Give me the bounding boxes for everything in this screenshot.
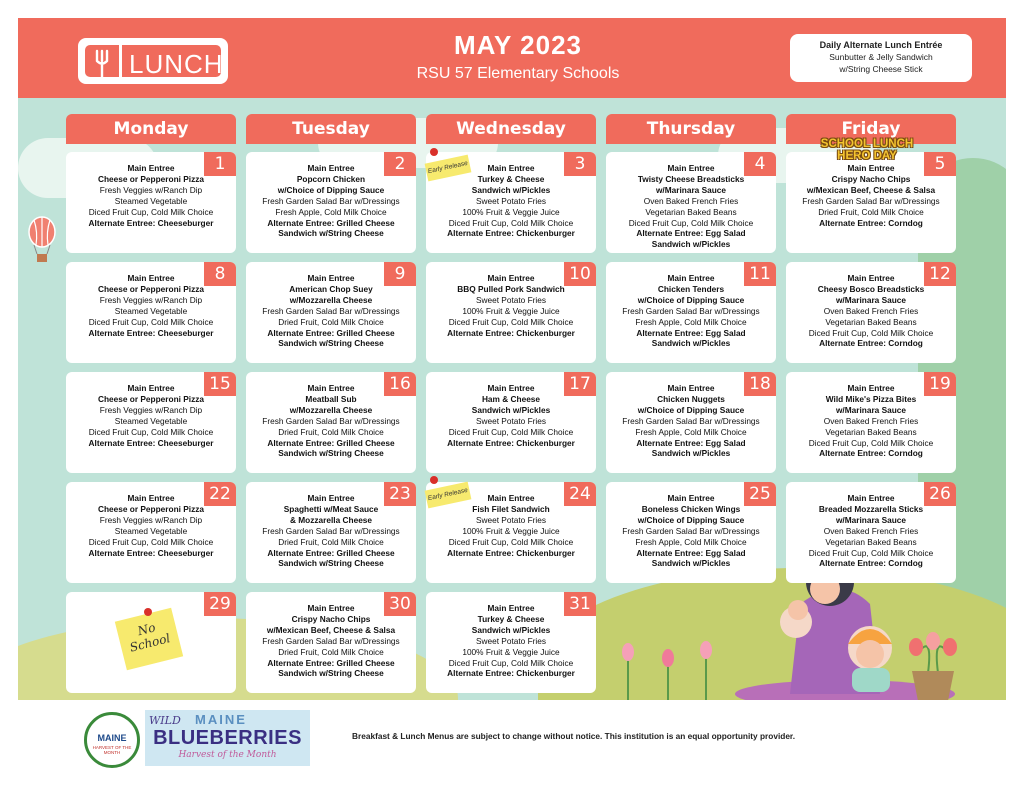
menu-line: Diced Fruit Cup, Cold Milk Choice (448, 316, 574, 327)
menu-line: Sweet Potato Fries (475, 195, 547, 206)
menu-line: Fresh Apple, Cold Milk Choice (635, 316, 747, 327)
day-number: 5 (924, 152, 956, 176)
alternate-entree-box (790, 34, 972, 82)
maine-harvest-seal (84, 712, 140, 768)
menu-line: w/Mozzarella Cheese (289, 404, 373, 415)
menu-line: Main Entree (847, 163, 895, 173)
menu-line: Fresh Garden Salad Bar w/Dressings (262, 525, 400, 536)
menu-line: Main Entree (127, 273, 175, 283)
menu-line: Main Entree (127, 493, 175, 503)
day-cell (246, 152, 416, 253)
menu-text (788, 493, 954, 569)
menu-line: Fresh Garden Salad Bar w/Dressings (262, 195, 400, 206)
menu-line: Alternate Entree: Egg Salad (636, 228, 746, 239)
hero-day-banner: SCHOOL LUNCH HERO DAY (820, 138, 914, 162)
menu-line: Alternate Entree: Grilled Cheese (267, 437, 395, 448)
berries-subtitle: Harvest of the Month (178, 750, 277, 760)
day-header-tuesday: Tuesday (246, 114, 416, 144)
day-number: 19 (924, 372, 956, 396)
menu-line: Turkey & Cheese (477, 613, 545, 624)
menu-line: Fresh Apple, Cold Milk Choice (635, 536, 747, 547)
menu-line: Vegetarian Baked Beans (825, 316, 917, 327)
page-title: MAY 2023 (454, 30, 582, 60)
menu-line: Diced Fruit Cup, Cold Milk Choice (88, 316, 214, 327)
day-cell (786, 482, 956, 583)
menu-line: Sandwich w/String Cheese (278, 338, 384, 349)
menu-line: Sweet Potato Fries (475, 635, 547, 646)
menu-line: Main Entree (487, 163, 535, 173)
menu-line: Fresh Apple, Cold Milk Choice (275, 206, 387, 217)
day-number: 8 (204, 262, 236, 286)
day-number: 24 (564, 482, 596, 506)
header-banner (18, 18, 1006, 98)
menu-line: Alternate Entree: Chickenburger (447, 668, 575, 679)
menu-text (248, 493, 414, 569)
menu-line: Cheese or Pepperoni Pizza (97, 393, 205, 404)
menu-line: Fresh Garden Salad Bar w/Dressings (262, 305, 400, 316)
menu-line: Alternate Entree: Cheeseburger (88, 437, 214, 448)
menu-line: Breaded Mozzarella Sticks (818, 503, 924, 514)
menu-text (248, 383, 414, 459)
menu-line: Alternate Entree: Grilled Cheese (267, 657, 395, 668)
menu-line: Dried Fruit, Cold Milk Choice (278, 426, 384, 437)
lunch-logo (78, 38, 228, 84)
alternate-line-1: Sunbutter & Jelly Sandwich (829, 52, 933, 62)
menu-line: Alternate Entree: Cheeseburger (88, 547, 214, 558)
menu-line: w/Choice of Dipping Sauce (277, 184, 385, 195)
day-cell (606, 152, 776, 253)
day-number: 10 (564, 262, 596, 286)
menu-line: 100% Fruit & Veggie Juice (462, 206, 560, 217)
menu-line: Diced Fruit Cup, Cold Milk Choice (808, 547, 934, 558)
menu-line: Main Entree (127, 383, 175, 393)
menu-line: Main Entree (667, 273, 715, 283)
page-subtitle: RSU 57 Elementary Schools (416, 65, 620, 82)
menu-line: Diced Fruit Cup, Cold Milk Choice (808, 437, 934, 448)
menu-line: Diced Fruit Cup, Cold Milk Choice (88, 426, 214, 437)
menu-line: Alternate Entree: Chickenburger (447, 547, 575, 558)
menu-line: Fresh Veggies w/Ranch Dip (99, 294, 203, 305)
menu-line: w/Choice of Dipping Sauce (637, 514, 745, 525)
menu-line: Sandwich w/Pickles (651, 448, 731, 459)
day-cell (786, 262, 956, 363)
menu-text (788, 273, 954, 349)
menu-line: w/Mexican Beef, Cheese & Salsa (266, 624, 396, 635)
early-release-note: Early Release (425, 482, 472, 509)
menu-line: Fresh Veggies w/Ranch Dip (99, 184, 203, 195)
menu-line: Steamed Vegetable (114, 195, 188, 206)
menu-line: Alternate Entree: Grilled Cheese (267, 547, 395, 558)
menu-line: Alternate Entree: Chickenburger (447, 228, 575, 239)
day-cell (246, 482, 416, 583)
menu-line: Vegetarian Baked Beans (825, 426, 917, 437)
menu-line: Cheesy Bosco Breadsticks (817, 283, 925, 294)
menu-text (608, 273, 774, 349)
menu-line: Dried Fruit, Cold Milk Choice (818, 206, 924, 217)
menu-line: Oven Baked French Fries (823, 415, 919, 426)
menu-line: Sweet Potato Fries (475, 514, 547, 525)
day-number: 9 (384, 262, 416, 286)
menu-line: Alternate Entree: Grilled Cheese (267, 217, 395, 228)
menu-text (608, 383, 774, 459)
day-number: 3 (564, 152, 596, 176)
berries-maine: MAINE (195, 712, 247, 727)
day-cell (66, 262, 236, 363)
day-cell (426, 262, 596, 363)
menu-line: Alternate Entree: Egg Salad (636, 437, 746, 448)
menu-line: Steamed Vegetable (114, 525, 188, 536)
menu-line: w/Marinara Sauce (835, 294, 907, 305)
menu-line: Diced Fruit Cup, Cold Milk Choice (808, 327, 934, 338)
menu-line: 100% Fruit & Veggie Juice (462, 305, 560, 316)
day-cell (246, 372, 416, 473)
pin-icon (430, 148, 438, 156)
pin-icon (430, 476, 438, 484)
tulips-icon (608, 626, 728, 700)
alternate-title: Daily Alternate Lunch Entrée (819, 40, 943, 50)
menu-line: Vegetarian Baked Beans (645, 206, 737, 217)
menu-line: Alternate Entree: Grilled Cheese (267, 327, 395, 338)
menu-line: Fish Filet Sandwich (472, 503, 550, 514)
menu-text (608, 163, 774, 250)
menu-line: Dried Fruit, Cold Milk Choice (278, 536, 384, 547)
menu-line: Ham & Cheese (481, 393, 541, 404)
menu-text (248, 163, 414, 239)
menu-text (788, 163, 954, 228)
menu-line: Crispy Nacho Chips (831, 173, 911, 184)
day-cell (246, 262, 416, 363)
day-cell (66, 372, 236, 473)
day-cell (606, 372, 776, 473)
menu-line: Sandwich w/String Cheese (278, 228, 384, 239)
menu-line: American Chop Suey (289, 283, 373, 294)
menu-text (428, 273, 594, 338)
day-number: 26 (924, 482, 956, 506)
day-cell (786, 372, 956, 473)
menu-line: Alternate Entree: Corndog (819, 338, 923, 349)
menu-line: BBQ Pulled Pork Sandwich (457, 283, 565, 294)
menu-line: Cheese or Pepperoni Pizza (97, 283, 205, 294)
menu-line: Diced Fruit Cup, Cold Milk Choice (88, 536, 214, 547)
menu-line: Sandwich w/Pickles (651, 338, 731, 349)
day-number: 31 (564, 592, 596, 616)
menu-text (68, 163, 234, 228)
menu-line: Fresh Garden Salad Bar w/Dressings (262, 635, 400, 646)
menu-line: Main Entree (667, 163, 715, 173)
logo-text: LUNCH (129, 49, 224, 79)
menu-text (68, 273, 234, 338)
menu-line: Diced Fruit Cup, Cold Milk Choice (448, 657, 574, 668)
day-cell (246, 592, 416, 693)
menu-line: Main Entree (487, 383, 535, 393)
menu-text (788, 383, 954, 459)
menu-line: Cheese or Pepperoni Pizza (97, 503, 205, 514)
menu-line: w/Mozzarella Cheese (289, 294, 373, 305)
menu-line: Main Entree (307, 163, 355, 173)
seal-subtext: HARVEST OF THE MONTH (92, 745, 132, 755)
day-number: 2 (384, 152, 416, 176)
menu-line: Dried Fruit, Cold Milk Choice (278, 316, 384, 327)
menu-line: Sandwich w/Pickles (471, 624, 551, 635)
menu-line: Alternate Entree: Chickenburger (447, 327, 575, 338)
alternate-line-2: w/String Cheese Stick (839, 64, 923, 74)
menu-line: w/Choice of Dipping Sauce (637, 404, 745, 415)
day-number: 29 (204, 592, 236, 616)
menu-line: Sandwich w/String Cheese (278, 668, 384, 679)
menu-line: w/Mexican Beef, Cheese & Salsa (806, 184, 936, 195)
menu-text (248, 603, 414, 679)
no-school-note: No School (115, 608, 183, 671)
menu-line: Dried Fruit, Cold Milk Choice (278, 646, 384, 657)
menu-line: Sweet Potato Fries (475, 415, 547, 426)
day-header-monday: Monday (66, 114, 236, 144)
menu-line: Sandwich w/Pickles (651, 558, 731, 569)
menu-line: Sandwich w/String Cheese (278, 558, 384, 569)
menu-line: Fresh Apple, Cold Milk Choice (635, 426, 747, 437)
menu-line: Fresh Veggies w/Ranch Dip (99, 514, 203, 525)
menu-line: Alternate Entree: Chickenburger (447, 437, 575, 448)
menu-line: Popcorn Chicken (296, 173, 366, 184)
menu-line: Main Entree (667, 383, 715, 393)
menu-line: Wild Mike's Pizza Bites (825, 393, 917, 404)
menu-line: Alternate Entree: Egg Salad (636, 327, 746, 338)
menu-line: Main Entree (127, 163, 175, 173)
menu-line: Diced Fruit Cup, Cold Milk Choice (448, 217, 574, 228)
day-cell (66, 152, 236, 253)
day-number: 1 (204, 152, 236, 176)
early-release-note: Early Release (425, 155, 472, 182)
menu-line: Main Entree (487, 273, 535, 283)
day-number: 30 (384, 592, 416, 616)
menu-line: Main Entree (847, 383, 895, 393)
menu-line: Diced Fruit Cup, Cold Milk Choice (448, 536, 574, 547)
menu-line: Fresh Veggies w/Ranch Dip (99, 404, 203, 415)
menu-line: Fresh Garden Salad Bar w/Dressings (622, 305, 760, 316)
menu-line: w/Choice of Dipping Sauce (637, 294, 745, 305)
day-number: 4 (744, 152, 776, 176)
menu-line: Alternate Entree: Cheeseburger (88, 217, 214, 228)
menu-line: Alternate Entree: Egg Salad (636, 547, 746, 558)
day-number: 17 (564, 372, 596, 396)
day-cell (606, 262, 776, 363)
menu-line: Fresh Garden Salad Bar w/Dressings (622, 525, 760, 536)
menu-line: 100% Fruit & Veggie Juice (462, 646, 560, 657)
menu-line: Chicken Nuggets (657, 393, 725, 404)
day-header-friday: Friday (786, 114, 956, 144)
blueberries-logo (145, 710, 310, 766)
menu-line: Twisty Cheese Breadsticks (637, 173, 745, 184)
day-cell (426, 372, 596, 473)
menu-line: Diced Fruit Cup, Cold Milk Choice (88, 206, 214, 217)
menu-line: Main Entree (307, 493, 355, 503)
menu-line: Steamed Vegetable (114, 415, 188, 426)
menu-text (428, 383, 594, 448)
day-number: 25 (744, 482, 776, 506)
menu-line: Main Entree (667, 493, 715, 503)
menu-line: Main Entree (487, 603, 535, 613)
menu-line: Sandwich w/Pickles (471, 184, 551, 195)
menu-line: Alternate Entree: Corndog (819, 448, 923, 459)
menu-line: Boneless Chicken Wings (641, 503, 741, 514)
menu-text (68, 493, 234, 558)
menu-line: Diced Fruit Cup, Cold Milk Choice (628, 217, 754, 228)
menu-line: Alternate Entree: Cheeseburger (88, 327, 214, 338)
menu-line: w/Marinara Sauce (835, 404, 907, 415)
menu-line: Vegetarian Baked Beans (825, 536, 917, 547)
day-cell (606, 482, 776, 583)
menu-line: Turkey & Cheese (477, 173, 545, 184)
menu-line: w/Marinara Sauce (835, 514, 907, 525)
menu-text (608, 493, 774, 569)
menu-line: Steamed Vegetable (114, 305, 188, 316)
day-number: 16 (384, 372, 416, 396)
menu-line: Main Entree (487, 493, 535, 503)
menu-line: w/Marinara Sauce (655, 184, 727, 195)
menu-text (68, 383, 234, 448)
hot-air-balloon-icon (26, 216, 58, 266)
menu-line: Cheese or Pepperoni Pizza (97, 173, 205, 184)
berries-wild: WILD (149, 714, 181, 727)
menu-line: Sandwich w/Pickles (651, 239, 731, 250)
menu-line: Alternate Entree: Corndog (819, 558, 923, 569)
menu-line: & Mozzarella Cheese (289, 514, 373, 525)
menu-line: Oven Baked French Fries (823, 525, 919, 536)
menu-line: Main Entree (307, 603, 355, 613)
menu-line: Main Entree (847, 493, 895, 503)
menu-line: Oven Baked French Fries (823, 305, 919, 316)
day-cell (426, 592, 596, 693)
day-cell (66, 482, 236, 583)
day-number: 22 (204, 482, 236, 506)
menu-line: Main Entree (847, 273, 895, 283)
menu-line: Sweet Potato Fries (475, 294, 547, 305)
menu-line: Fresh Garden Salad Bar w/Dressings (262, 415, 400, 426)
day-cell (786, 152, 956, 253)
menu-line: Chicken Tenders (657, 283, 725, 294)
menu-line: Meatball Sub (305, 393, 357, 404)
menu-line: Crispy Nacho Chips (291, 613, 371, 624)
menu-line: Oven Baked French Fries (643, 195, 739, 206)
day-header-wednesday: Wednesday (426, 114, 596, 144)
flower-pot-icon (898, 623, 968, 700)
disclaimer: Breakfast & Lunch Menus are subject to change without notice. This institution is an equal opportunity provider. (352, 731, 796, 741)
menu-line: Main Entree (307, 273, 355, 283)
menu-line: 100% Fruit & Veggie Juice (462, 525, 560, 536)
day-number: 11 (744, 262, 776, 286)
menu-text (428, 603, 594, 679)
menu-line: Sandwich w/Pickles (471, 404, 551, 415)
berries-title: BLUEBERRIES (153, 727, 302, 749)
menu-line: Fresh Garden Salad Bar w/Dressings (802, 195, 940, 206)
day-number: 18 (744, 372, 776, 396)
day-number: 12 (924, 262, 956, 286)
day-header-thursday: Thursday (606, 114, 776, 144)
menu-line: Sandwich w/String Cheese (278, 448, 384, 459)
seal-text: MAINE (97, 733, 127, 743)
menu-line: Fresh Garden Salad Bar w/Dressings (622, 415, 760, 426)
fork-icon (93, 49, 115, 79)
menu-line: Spaghetti w/Meat Sauce (283, 503, 379, 514)
menu-text (248, 273, 414, 349)
menu-line: Alternate Entree: Corndog (819, 217, 923, 228)
day-number: 23 (384, 482, 416, 506)
menu-line: Main Entree (307, 383, 355, 393)
pin-icon (144, 608, 152, 616)
menu-line: Diced Fruit Cup, Cold Milk Choice (448, 426, 574, 437)
day-number: 15 (204, 372, 236, 396)
